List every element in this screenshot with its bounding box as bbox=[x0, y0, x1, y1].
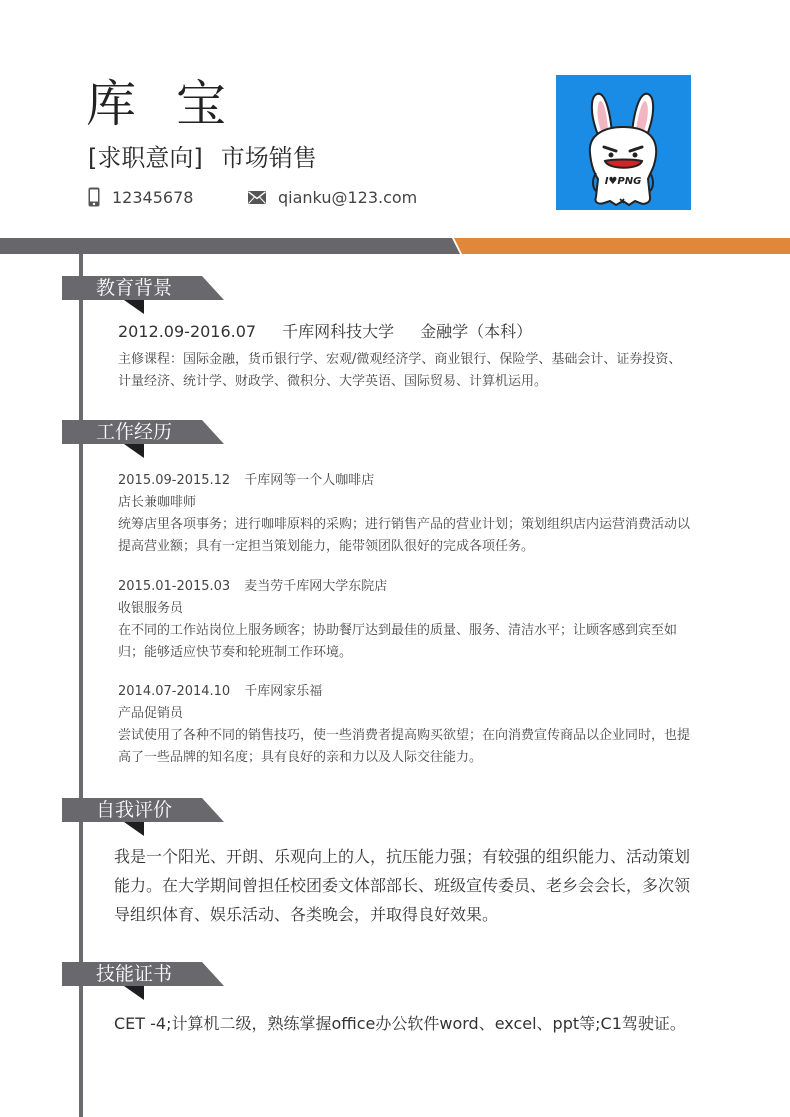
job-period: 2015.01-2015.03 bbox=[118, 579, 231, 594]
header-divider-gray bbox=[0, 238, 460, 254]
job-position: 收银服务员 bbox=[118, 601, 184, 616]
section-header-self-eval bbox=[62, 798, 224, 822]
skills-text: CET -4;计算机二级，熟练掌握office办公软件word、excel、ppt等;C1驾驶证。 bbox=[114, 1014, 686, 1033]
job-intent bbox=[88, 140, 317, 176]
job-period: 2015.09-2015.12 bbox=[118, 473, 231, 488]
job-company: 千库网家乐福 bbox=[244, 684, 323, 699]
resume-name: 库宝 bbox=[86, 75, 266, 133]
email-address: qianku@123.com bbox=[278, 187, 418, 207]
job-description: 在不同的工作站岗位上服务顾客；协助餐厅达到最佳的质量、服务、清洁水平；让顾客感到宾至如归；能够适应快节奏和轮班制工作环境。 bbox=[118, 623, 678, 660]
job-company: 千库网等一个人咖啡店 bbox=[244, 473, 375, 488]
job-header bbox=[118, 681, 322, 703]
section-title: 技能证书 bbox=[96, 963, 173, 985]
section-title: 教育背景 bbox=[96, 277, 173, 299]
header-divider-orange bbox=[454, 238, 790, 254]
job-period: 2014.07-2014.10 bbox=[118, 684, 231, 699]
job-header bbox=[118, 576, 387, 598]
job-description: 统筹店里各项事务；进行咖啡原料的采购；进行销售产品的营业计划；策划组织店内运营消费活动以提高营业额；具有一定担当策划能力，能带领团队很好的完成各项任务。 bbox=[118, 517, 691, 554]
job-title: 市场销售 bbox=[220, 144, 317, 172]
phone-contact bbox=[88, 184, 193, 210]
education-summary bbox=[118, 320, 532, 344]
phone-number: 12345678 bbox=[112, 187, 194, 207]
education-school: 千库网科技大学 bbox=[282, 322, 395, 341]
job-position: 产品促销员 bbox=[118, 706, 184, 721]
envelope-icon bbox=[248, 191, 266, 204]
self-evaluation-text: 我是一个阳光、开朗、乐观向上的人，抗压能力强；有较强的组织能力、活动策划能力。在大学期间曾担任校团委文体部部长、班级宣传委员、老乡会会长，多次领导组织体育、娱乐活动、各类晚会，并取得良好效果。 bbox=[114, 847, 691, 924]
job-intent-label: [求职意向] bbox=[88, 144, 203, 172]
job-company: 麦当劳千库网大学东院店 bbox=[244, 579, 388, 594]
section-header-work bbox=[62, 420, 224, 444]
job-header bbox=[118, 470, 374, 492]
avatar-photo bbox=[556, 75, 691, 210]
education-major: 金融学（本科） bbox=[420, 322, 533, 341]
section-header-skills bbox=[62, 962, 224, 986]
job-description: 尝试使用了各种不同的销售技巧，使一些消费者提高购买欲望；在向消费宣传商品以企业同时，也提高了一些品牌的知名度；具有良好的亲和力以及人际交往能力。 bbox=[118, 728, 691, 765]
job-position: 店长兼咖啡师 bbox=[118, 495, 197, 510]
education-courses: 主修课程：国际金融，货币银行学、宏观/微观经济学、商业银行、保险学、基础会计、证券投资、计量经济、统计学、财政学、微积分、大学英语、国际贸易、计算机运用。 bbox=[118, 352, 682, 389]
education-period: 2012.09-2016.07 bbox=[118, 322, 257, 341]
rabbit-avatar-illustration bbox=[556, 75, 691, 210]
phone-icon bbox=[88, 187, 100, 207]
section-header-education bbox=[62, 276, 224, 300]
avatar-badge-text: I♥PNG bbox=[604, 176, 642, 187]
section-title: 自我评价 bbox=[96, 799, 173, 821]
timeline-line bbox=[79, 254, 83, 1117]
email-contact bbox=[248, 184, 417, 210]
section-title: 工作经历 bbox=[96, 421, 173, 443]
